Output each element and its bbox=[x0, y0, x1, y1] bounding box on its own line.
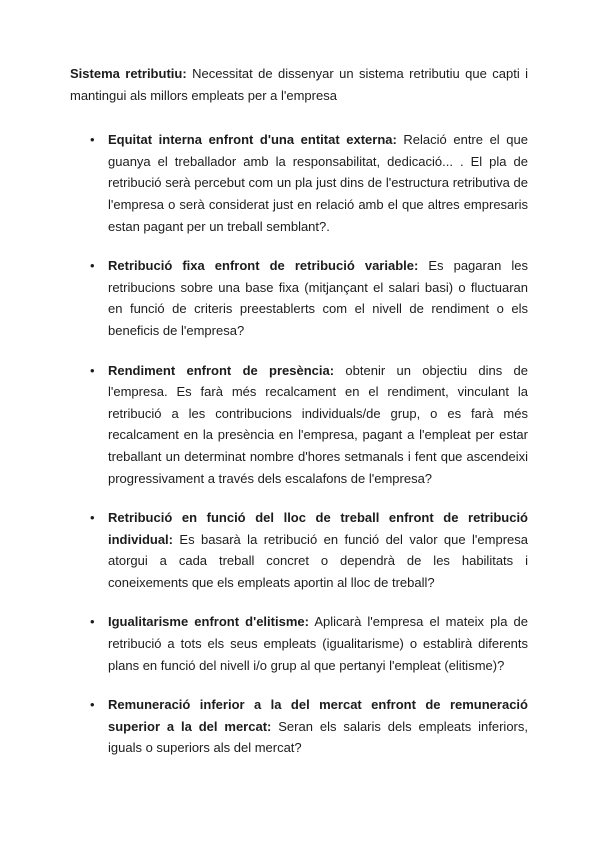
item-lead: Retribució fixa enfront de retribució variable: bbox=[108, 258, 419, 274]
item-lead: Rendiment enfront de presència: bbox=[108, 362, 335, 378]
item-body: obtenir un objectiu dins de l'empresa. Es farà més recalcament en el rendiment, vinculant la retribució a les contribucions individuals/de grup, o es farà més recalcament en la presència en l'empresa, pagant a l'empleat per estar treballant un determinat nombre d'hores setmanals i fent que ascendeixi progressivament a través dels escalafons de l'empresa? bbox=[108, 362, 528, 486]
bullet-list bbox=[70, 129, 528, 759]
list-item-remuneracio-mercat bbox=[70, 694, 528, 759]
list-item-retribucio-fixa bbox=[70, 255, 528, 341]
list-item-equitat-interna bbox=[70, 129, 528, 237]
item-lead: Igualitarisme enfront d'elitisme: bbox=[108, 614, 309, 630]
bullet-icon: • bbox=[90, 510, 95, 526]
bullet-icon: • bbox=[90, 697, 95, 713]
bullet-icon: • bbox=[90, 614, 95, 630]
list-item-rendiment-presencia bbox=[70, 360, 528, 490]
intro-body: Necessitat de dissenyar un sistema retributiu que capti i mantingui als millors empleats per a l'empresa bbox=[70, 66, 528, 103]
list-item-igualitarisme bbox=[70, 611, 528, 676]
bullet-icon: • bbox=[90, 362, 95, 378]
item-body: Es pagaran les retribucions sobre una base fixa (mitjançant el salari basi) o fluctuaran en funció de criteris preestablerts com el nivell de rendiment o els beneficis de l'empresa? bbox=[108, 258, 528, 338]
item-lead: Equitat interna enfront d'una entitat externa: bbox=[108, 132, 397, 148]
item-body: Es basarà la retribució en funció del valor que l'empresa atorgui a cada treball concret o dependrà de les habilitats i coneixements que els empleats aportin al lloc de treball? bbox=[108, 531, 528, 590]
item-lead: Retribució en funció del lloc de treball enfront de retribució individual: bbox=[108, 510, 528, 547]
item-body: Relació entre el que guanya el treballador amb la responsabilitat, dedicació... . El pla de retribució serà percebut com un pla just dins de l'estructura retributiva de l'empresa o serà considerat just en relació amb el que altres empresaris estan pagant per un treball semblant?. bbox=[108, 132, 528, 234]
list-item-lloc-de-treball bbox=[70, 507, 528, 593]
bullet-icon: • bbox=[90, 258, 95, 274]
intro-lead: Sistema retributiu: bbox=[70, 66, 187, 81]
item-body: Aplicarà l'empresa el mateix pla de retribució a tots els seus empleats (igualitarisme) o establirà diferents plans en funció del nivell i/o grup al que pertanyi l'empleat (elitisme)? bbox=[108, 614, 528, 673]
item-body: Seran els salaris dels empleats inferiors, iguals o superiors als del mercat? bbox=[108, 718, 528, 756]
bullet-icon: • bbox=[90, 132, 95, 148]
item-lead: Remuneració inferior a la del mercat enfront de remuneració superior a la del mercat: bbox=[108, 697, 528, 734]
intro-paragraph bbox=[70, 63, 528, 106]
